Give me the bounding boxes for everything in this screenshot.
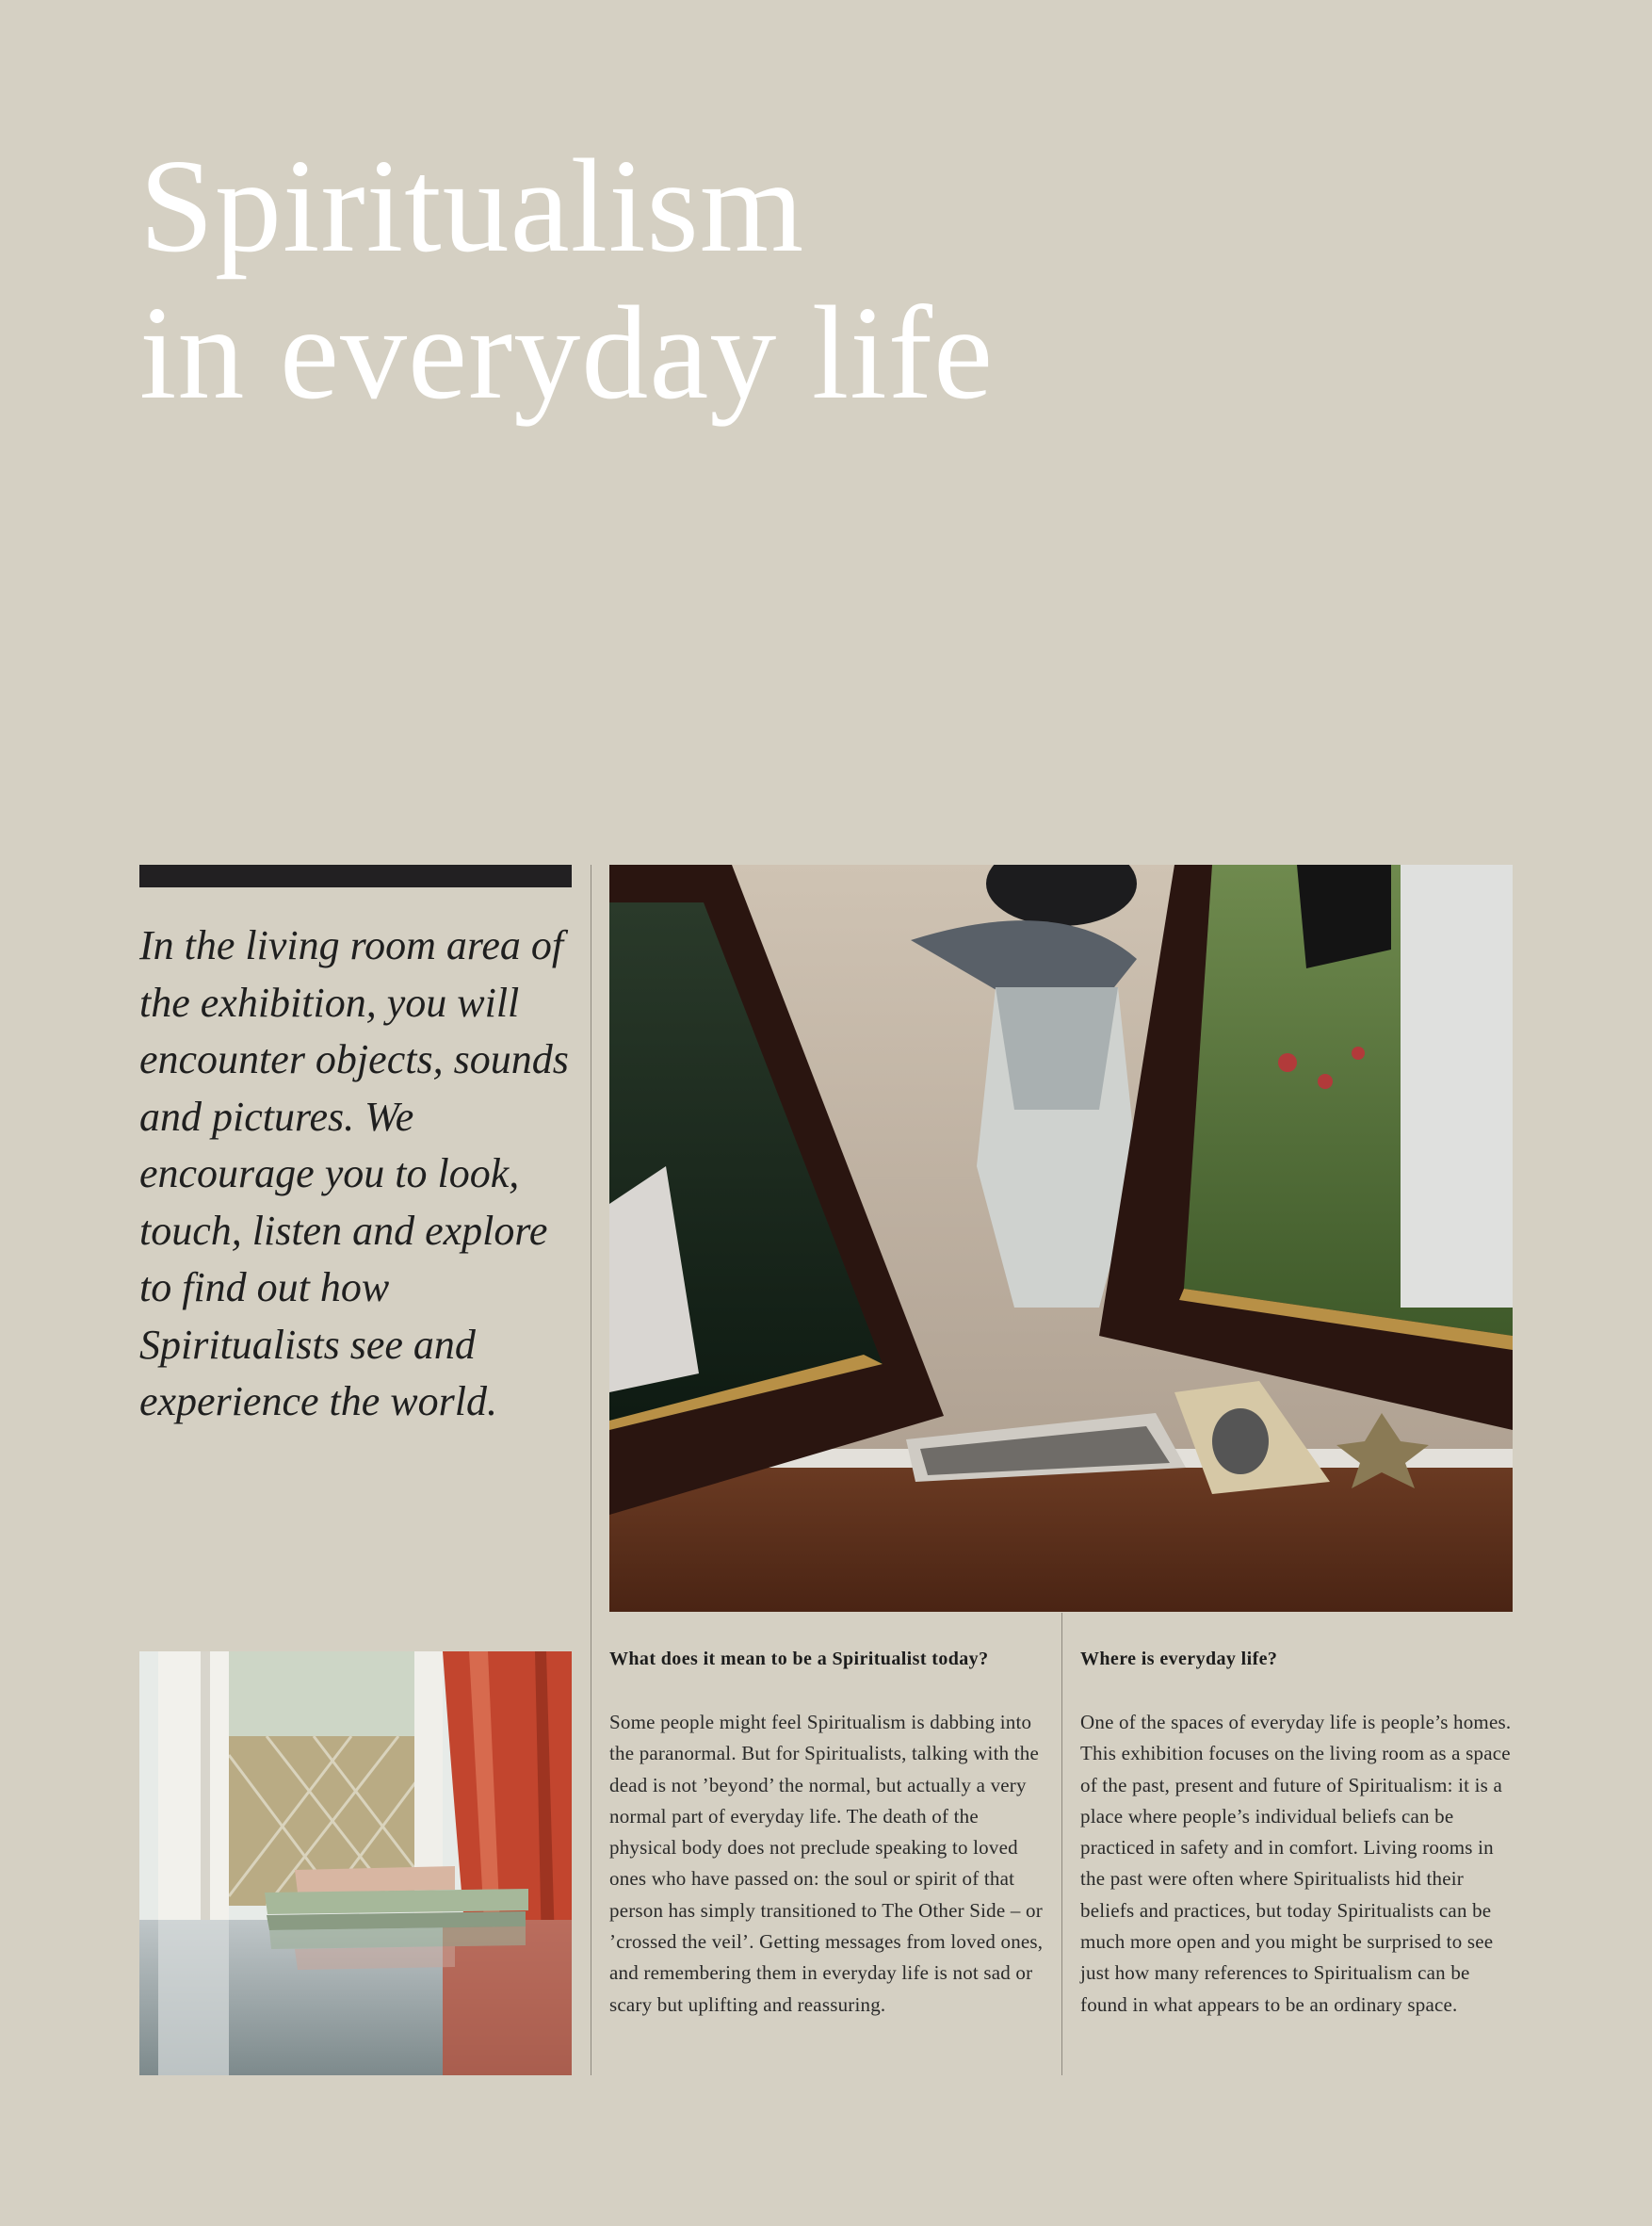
- intro-paragraph: In the living room area of the exhibition, you will encounter objects, sounds and pictures. We encourage you to look, touch, listen and explore to find out how Spiritualists see and experience the world.: [139, 922, 569, 1424]
- page-title: [139, 132, 994, 426]
- intro-rule-bar: [139, 865, 572, 887]
- books-photo: [139, 1651, 572, 2075]
- section-heading-everyday-life: Where is everyday life?: [1080, 1649, 1278, 1669]
- section-body-spiritualist-today: Some people might feel Spiritualism is dabbing into the paranormal. But for Spiritualists, talking with the dead is not ’beyond’ the normal, but actually a very normal part of everyday life. The death of the physical body does not preclude speaking to loved ones who have passed on: the soul or spirit of that person has simply transitioned to The Other Side – or ’crossed the veil’. Getting messages from loved ones, and remembering them in everyday life is not sad or scary but uplifting and reassuring.: [609, 1711, 1044, 2016]
- title-line-2: in everyday life: [139, 278, 995, 427]
- section-heading-spiritualist-today: What does it mean to be a Spiritualist today?: [609, 1649, 989, 1669]
- title-line-1: Spiritualism: [139, 131, 805, 280]
- section-body-everyday-life: One of the spaces of everyday life is people’s homes. This exhibition focuses on the living room as a space of the past, present and future of Spiritualism: it is a place where people’s individual beliefs can be practiced in safety and in comfort. Living rooms in the past were often where Spiritualists hid their beliefs and practices, but today Spiritualists can be much more open and you might be surprised to see just how many references to Spiritualism can be found in what appears to be an ordinary space.: [1080, 1711, 1512, 2016]
- column-divider-right: [1061, 1613, 1062, 2075]
- frames-photo: [609, 865, 1513, 1612]
